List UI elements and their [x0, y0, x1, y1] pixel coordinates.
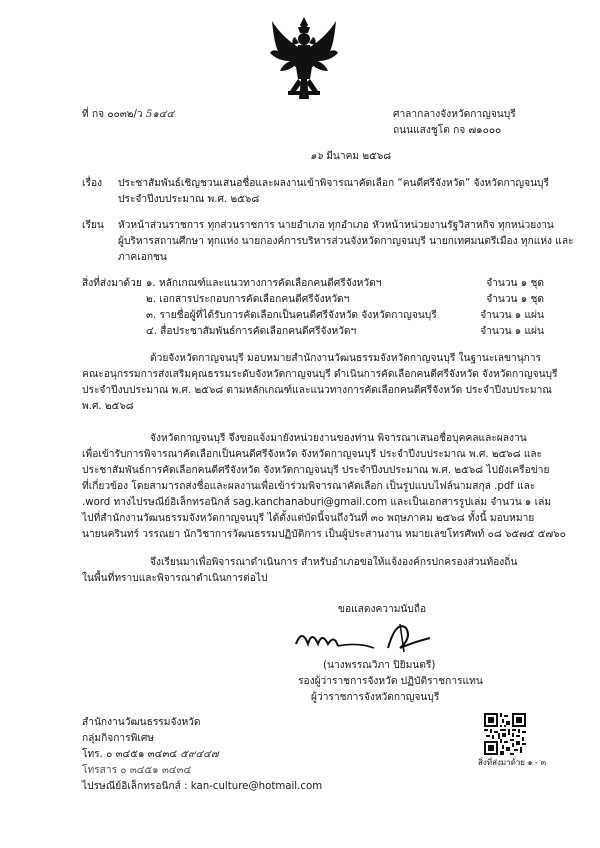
footer-office: สำนักงานวัฒนธรรมจังหวัด: [82, 717, 201, 728]
qr-caption: สิ่งที่ส่งมาด้วย ๑ - ๓: [478, 758, 547, 767]
footer-email: ไปรษณีย์อิเล็กทรอนิกส์ : kan-culture@hotmail.com: [82, 781, 323, 792]
subject-label: เรื่อง: [82, 178, 103, 189]
body-paragraph-1: ด้วยจังหวัดกาญจนบุรี มอบหมายสำนักงานวัฒนธรรมจังหวัดกาญจนบุรี ในฐานะเลขานุการ คณะอนุกรรมการส่งเสริมคุณธรรมระดับจังหวัดกาญจนบุรี ดำเนินการคัดเลือกคนดีศรีจังหวัด จังหวัดกาญจนบุรี ประจำปีงบประมาณ พ.ศ. ๒๕๖๘ ตามหลักเกณฑ์และแนวทางการคัดเลือกคนดีศรีจังหวัด ประจำปีงบประมาณ พ.ศ. ๒๕๖๘: [82, 353, 558, 412]
recipient-line-1: หัวหน้าส่วนราชการ ทุกส่วนราชการ นายอำเภอ ทุกอำเภอ หัวหน้าหน่วยงานรัฐวิสาหกิจ ทุกหน่วยงาน: [118, 220, 554, 231]
closing-regards: ขอแสดงความนับถือ: [338, 604, 427, 615]
footer-group: กลุ่มกิจการพิเศษ: [82, 733, 155, 744]
footer-tel: โทร. ๐ ๓๔๕๑ ๓๔๓๔ ๕๙๔๔๗: [82, 749, 219, 760]
handwritten-signature: [288, 618, 448, 656]
footer-fax: โทรสาร ๐ ๓๔๕๑ ๓๔๓๔: [82, 765, 192, 776]
sender-organization: ศาลากลางจังหวัดกาญจนบุรี: [393, 109, 516, 120]
document-number-handwritten: 5๑๔๔: [145, 109, 175, 120]
document-date: ๑๖ มีนาคม ๒๕๖๘: [310, 151, 392, 162]
signer-name: (นางพรรณวิภา ปิยิมนตรี): [323, 660, 436, 671]
qr-code: [484, 713, 526, 755]
subject-line-1: ประชาสัมพันธ์เชิญชวนเสนอชื่อและผลงานเข้าพิจารณาคัดเลือก “คนดีศรีจังหวัด” จังหวัดกาญจนบุรี: [118, 178, 549, 189]
recipient-line-3: ภาคเอกชน: [118, 252, 167, 263]
document-number: ที่ กจ ๐๐๓๒/ว 5๑๔๔: [82, 109, 175, 120]
signer-position-2: ผู้ว่าราชการจังหวัดกาญจนบุรี: [311, 692, 440, 703]
enclosure-item: ๑. หลักเกณฑ์และแนวทางการคัดเลือกคนดีศรีจังหวัดฯ จำนวน ๑ ชุด: [146, 278, 544, 289]
tel-extension-handwritten: ๕๙๔๔๗: [180, 749, 219, 760]
signer-position-1: รองผู้ว่าราชการจังหวัด ปฏิบัติราชการแทน: [298, 676, 483, 687]
garuda-emblem: [268, 15, 340, 103]
enclosures-list: [146, 277, 544, 341]
enclosure-item: ๔. สื่อประชาสัมพันธ์การคัดเลือกคนดีศรีจังหวัดฯ จำนวน ๑ แผ่น: [146, 326, 544, 337]
enclosure-item: ๓. รายชื่อผู้ที่ได้รับการคัดเลือกเป็นคนดีศรีจังหวัด จังหวัดกาญจนบุรี จำนวน ๑ แผ่น: [146, 310, 544, 321]
sender-address: ถนนแสงชูโต กจ ๗๑๐๐๐: [393, 125, 502, 136]
recipient-line-2: ผู้บริหารสถานศึกษา ทุกแห่ง นายกองค์การบริหารส่วนจังหวัดกาญจนบุรี นายกเทศมนตรีเมือง ทุกแห่ง และ: [118, 236, 574, 247]
enclosures-label: สิ่งที่ส่งมาด้วย: [82, 278, 142, 289]
body-paragraph-2: จังหวัดกาญจนบุรี จึงขอแจ้งมายังหน่วยงานของท่าน พิจารณาเสนอชื่อบุคคลและผลงาน เพื่อเข้ารับการพิจารณาคัดเลือกเป็นคนดีศรีจังหวัด จังหวัดกาญจนบุรี ประจำปีงบประมาณ พ.ศ. ๒๕๖๘ และ ประชาสัมพันธ์การคัดเลือกคนดีศรีจังหวัด จังหวัดกาญจนบุรี ประจำปีงบประมาณ พ.ศ. ๒๕๖๘ ไปยังเครือข่าย ที่เกี่ยวข้อง โดยสามารถส่งชื่อและผลงานเพื่อเข้าร่วมพิจารณาคัดเลือก เป็นรูปแบบไฟล์นามสกุล .pdf และ .word ทางไปรษณีย์อิเล็กทรอนิกส์ sag.kanchanaburi@gmail.com และเป็นเอกสารรูปเล่ม จำนวน ๑ เล่ม ไปที่สำนักงานวัฒนธรรมจังหวัดกาญจนบุรี ได้ตั้งแต่บัดนี้จนถึงวันที่ ๓๐ พฤษภาคม ๒๕๖๘ ทั้งนี้ มอบหมาย นายนครินทร์ วรรณยา นักวิชาการวัฒนธรรมปฏิบัติการ เป็นผู้ประสานงาน หมายเลขโทรศัพท์ ๐๘ ๖๕๗๕ ๕๗๖๐: [82, 433, 566, 540]
enclosure-item: ๒. เอกสารประกอบการคัดเลือกคนดีศรีจังหวัดฯ จำนวน ๑ ชุด: [146, 294, 544, 305]
recipient-label: เรียน: [82, 220, 104, 231]
body-paragraph-3: จึงเรียนมาเพื่อพิจารณาดำเนินการ สำหรับอำเภอขอให้แจ้งองค์กรปกครองส่วนท้องถิ่น ในพื้นที่ทราบและพิจารณาดำเนินการต่อไป: [82, 557, 518, 584]
subject-line-2: ประจำปีงบประมาณ พ.ศ. ๒๕๖๘: [118, 194, 260, 205]
date-day-handwritten: ๑๖: [310, 151, 323, 162]
